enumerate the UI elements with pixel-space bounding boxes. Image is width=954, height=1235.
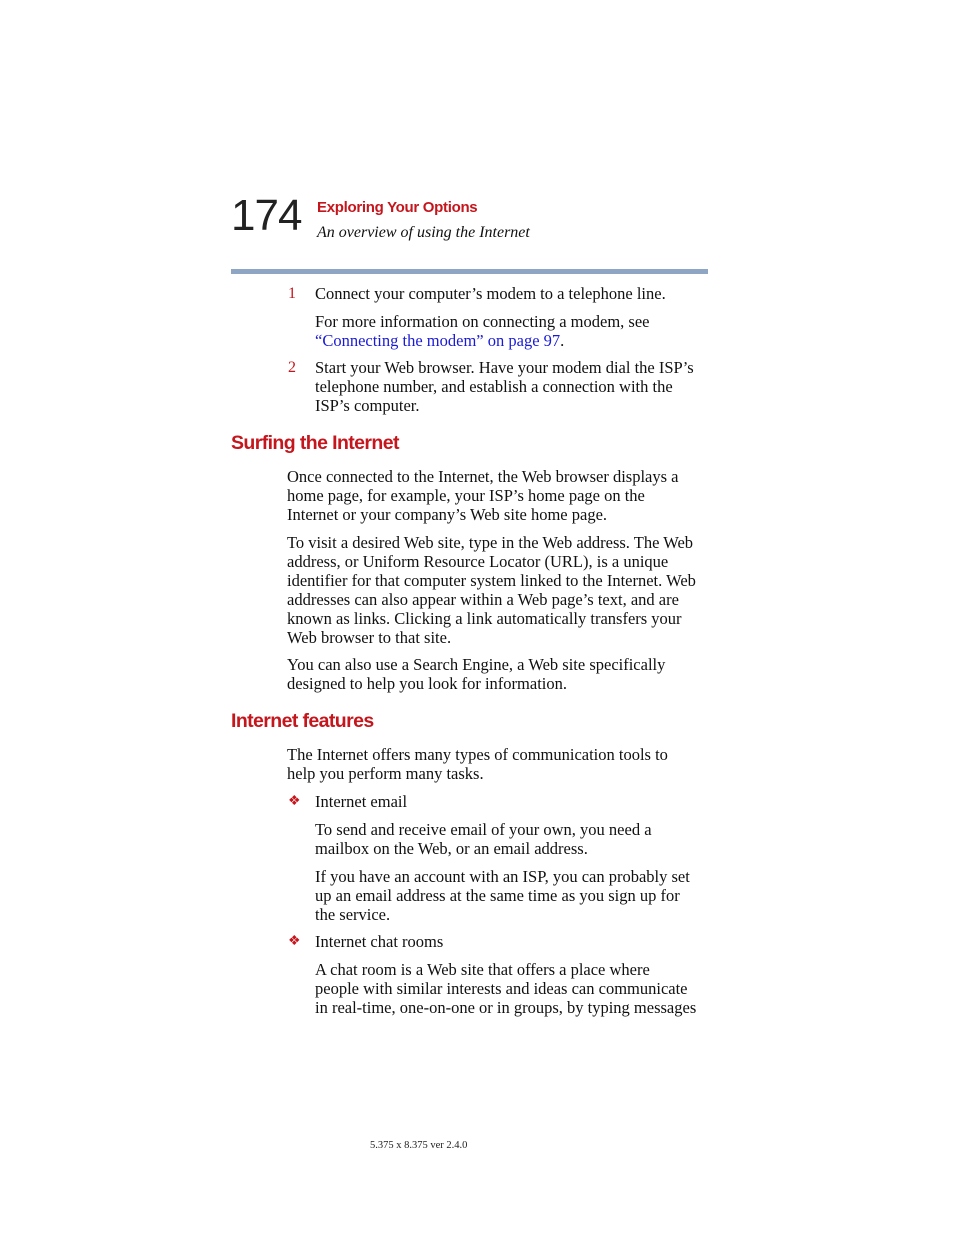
text-line bbox=[315, 331, 735, 350]
text-line: If you have an account with an ISP, you can probably set bbox=[315, 867, 690, 886]
paragraph bbox=[315, 820, 735, 858]
step-number: 1 bbox=[288, 285, 296, 302]
text-line: the service. bbox=[315, 905, 391, 924]
paragraph bbox=[315, 960, 735, 1017]
text-line: Once connected to the Internet, the Web browser displays a bbox=[287, 467, 679, 486]
text-line: telephone number, and establish a connection with the bbox=[315, 377, 673, 396]
text-line: people with similar interests and ideas can communicate bbox=[315, 979, 688, 998]
text-line: addresses can also appear within a Web page’s text, and are bbox=[287, 590, 679, 609]
text-line: Start your Web browser. Have your modem dial the ISP’s bbox=[315, 358, 694, 377]
paragraph bbox=[287, 655, 707, 693]
paragraph bbox=[287, 533, 707, 647]
step-text bbox=[315, 358, 735, 415]
text-line: A chat room is a Web site that offers a place where bbox=[315, 960, 650, 979]
section-heading: Surfing the Internet bbox=[231, 432, 399, 454]
text-line: The Internet offers many types of communication tools to bbox=[287, 745, 668, 764]
bullet-title: Internet email bbox=[315, 792, 408, 811]
paragraph bbox=[287, 467, 707, 524]
paragraph bbox=[315, 867, 735, 924]
chapter-title: Exploring Your Options bbox=[317, 199, 478, 216]
text-line: Internet or your company’s Web site home page. bbox=[287, 505, 608, 524]
text-line: To send and receive email of your own, you need a bbox=[315, 820, 652, 839]
text-line: You can also use a Search Engine, a Web site specifically bbox=[287, 655, 666, 674]
section-subtitle: An overview of using the Internet bbox=[317, 224, 530, 241]
text-line: address, or Uniform Resource Locator (URL), is a unique bbox=[287, 552, 669, 571]
text-line: Web browser to that site. bbox=[287, 628, 452, 647]
paragraph bbox=[287, 745, 707, 783]
text-line: up an email address at the same time as you sign up for bbox=[315, 886, 680, 905]
text-line: known as links. Clicking a link automatically transfers your bbox=[287, 609, 682, 628]
text-line: designed to help you look for information. bbox=[287, 674, 567, 693]
diamond-bullet-icon: ❖ bbox=[288, 934, 301, 949]
text-line: To visit a desired Web site, type in the Web address. The Web bbox=[287, 533, 694, 552]
print-footer: 5.375 x 8.375 ver 2.4.0 bbox=[370, 1140, 468, 1151]
text-line: ISP’s computer. bbox=[315, 396, 420, 415]
step-text: Connect your computer’s modem to a telephone line. bbox=[315, 284, 666, 303]
text-fragment: . bbox=[560, 331, 565, 350]
page-number: 174 bbox=[231, 191, 302, 240]
text-line: identifier for that computer system linked to the Internet. Web bbox=[287, 571, 696, 590]
bullet-title: Internet chat rooms bbox=[315, 932, 444, 951]
text-line: For more information on connecting a modem, see bbox=[315, 312, 650, 331]
text-line: home page, for example, your ISP’s home page on the bbox=[287, 486, 645, 505]
diamond-bullet-icon: ❖ bbox=[288, 794, 301, 809]
text-line: mailbox on the Web, or an email address. bbox=[315, 839, 588, 858]
step-note bbox=[315, 312, 735, 350]
cross-reference-link[interactable]: “Connecting the modem” on page 97 bbox=[315, 331, 561, 350]
header-rule bbox=[231, 269, 708, 274]
step-number: 2 bbox=[288, 359, 296, 376]
section-heading: Internet features bbox=[231, 710, 374, 732]
text-line: in real-time, one-on-one or in groups, by typing messages bbox=[315, 998, 697, 1017]
text-line: help you perform many tasks. bbox=[287, 764, 484, 783]
